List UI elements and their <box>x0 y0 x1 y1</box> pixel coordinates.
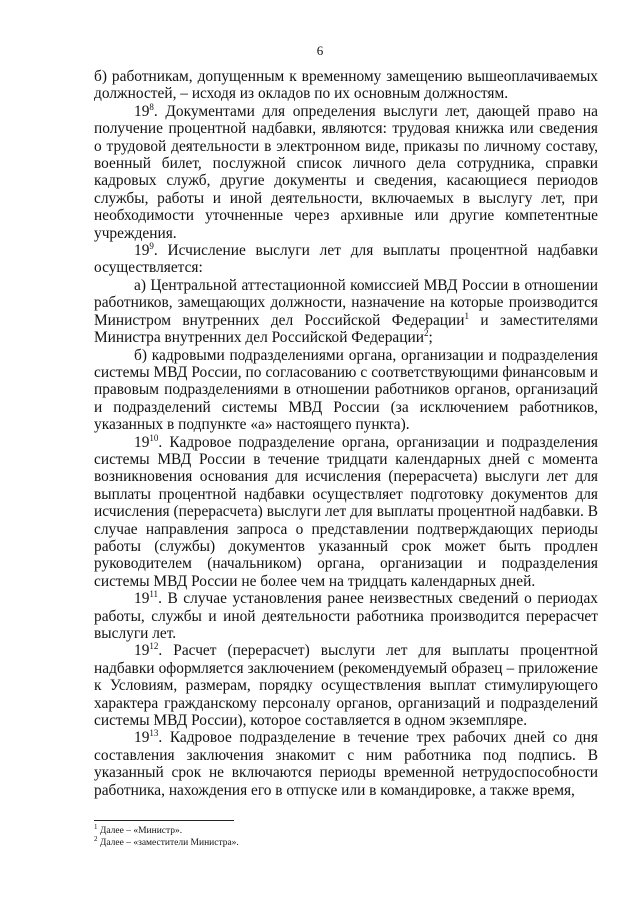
footnote-mark: 2 <box>94 834 98 843</box>
footnote-list <box>94 822 394 849</box>
paragraph-p4 <box>94 277 598 347</box>
paragraph-text: . Расчет (перерасчет) выслуги лет для выплаты процентной надбавки оформляется заключением (рекомендуемый образец – приложение к Условиям, размерам, порядку осуществления выплат стимулирующего характера гражданскому персоналу органов, организаций и подразделений системы МВД России), которое составляется в одном экземпляре. <box>94 642 598 730</box>
superscript-marker: 11 <box>149 589 159 600</box>
paragraph-p2 <box>94 103 598 242</box>
superscript-marker: 10 <box>149 432 159 443</box>
paragraph-text: 19 <box>134 242 150 260</box>
paragraph-text: . Кадровое подразделение органа, организации и подразделения системы МВД России в течение тридцати календарных дней с момента возникновения основания для исчисления (перерасчета) выслуги лет для выплаты процентной надбавки осуществляет подготовку документов для исчисления (перерасчета) выслуги лет для выплаты процентной надбавки. В случае направления запроса о представлении подтверждающих периоды работы (службы) документов указанный срок может быть продлен руководителем (начальником) органа, организации и подразделения системы МВД России не более чем на тридцать календарных дней. <box>94 433 598 590</box>
paragraph-p5 <box>94 347 598 434</box>
paragraph-text: 19 <box>134 729 150 747</box>
footnote-text: Далее – «Министр». <box>99 826 183 836</box>
paragraph-text: . В случае установления ранее неизвестных сведений о периодах работы, службы и иной деятельности работника производится перерасчет выслуги лет. <box>94 590 598 642</box>
superscript-marker: 9 <box>149 240 154 251</box>
paragraph-text: и заместителями Министра внутренних дел Российской Федерации <box>94 311 598 347</box>
paragraph-p6 <box>94 434 598 591</box>
footnote-text: Далее – «заместители Министра». <box>99 838 239 848</box>
superscript-marker: 13 <box>149 728 159 739</box>
footnote-mark: 1 <box>94 822 98 831</box>
footnotes <box>94 820 394 849</box>
paragraph-p3 <box>94 242 598 277</box>
paragraph-text: ; <box>428 329 433 347</box>
paragraph-text: б) работникам, допущенным к временному замещению вышеоплачиваемых должностей, – исходя из окладов по их основным должностям. <box>94 68 598 103</box>
paragraph-p9 <box>94 729 598 799</box>
paragraph-text: б) кадровыми подразделениями органа, организации и подразделения системы МВД России, по согласованию с соответствующими финансовым и правовым подразделениями в отношении работников органов, организаций и подразделений системы МВД России (за исключением работников, указанных в подпункте «а» настоящего пункта). <box>94 346 598 434</box>
footnote-divider <box>94 820 234 821</box>
paragraph-text: . Кадровое подразделение в течение трех рабочих дней со дня составления заключения знакомит с ним работника под подпись. В указанный срок не включаются периоды временной нетрудоспособности работника, нахождения его в отпуске или в командировке, а также время, <box>94 729 598 799</box>
paragraph-text: 19 <box>134 590 150 608</box>
superscript-marker: 1 <box>464 310 469 321</box>
superscript-marker: 12 <box>149 641 159 652</box>
paragraph-text: а) Центральной аттестационной комиссией МВД России в отношении работников, замещающих должности, назначение на которые производится Министром внутренних дел Российской Федерации <box>94 276 598 329</box>
superscript-marker: 8 <box>149 101 154 112</box>
footnote-1 <box>94 822 394 837</box>
document-body <box>94 68 598 799</box>
page-number: 6 <box>316 43 324 58</box>
paragraph-p7 <box>94 590 598 642</box>
paragraph-text: . Документами для определения выслуги лет, дающей право на получение процентной надбавки, являются: трудовая книжка или сведения о трудовой деятельности в электронном виде, приказы по личному составу, военный билет, послужной список личного дела сотрудника, справки кадровых служб, другие документы и сведения, касающиеся периодов службы, работы и иной деятельности, включаемых в выслугу лет, при необходимости уточненные через архивные или другие компетентные учреждения. <box>94 102 598 242</box>
paragraph-text: 19 <box>134 433 150 451</box>
paragraph-p8 <box>94 642 598 729</box>
paragraph-text: 19 <box>134 102 150 120</box>
footnote-2 <box>94 834 394 849</box>
paragraph-text: . Исчисление выслуги лет для выплаты процентной надбавки осуществляется: <box>94 242 598 277</box>
superscript-marker: 2 <box>423 327 429 338</box>
paragraph-p1 <box>94 68 598 103</box>
paragraph-text: 19 <box>134 642 150 660</box>
